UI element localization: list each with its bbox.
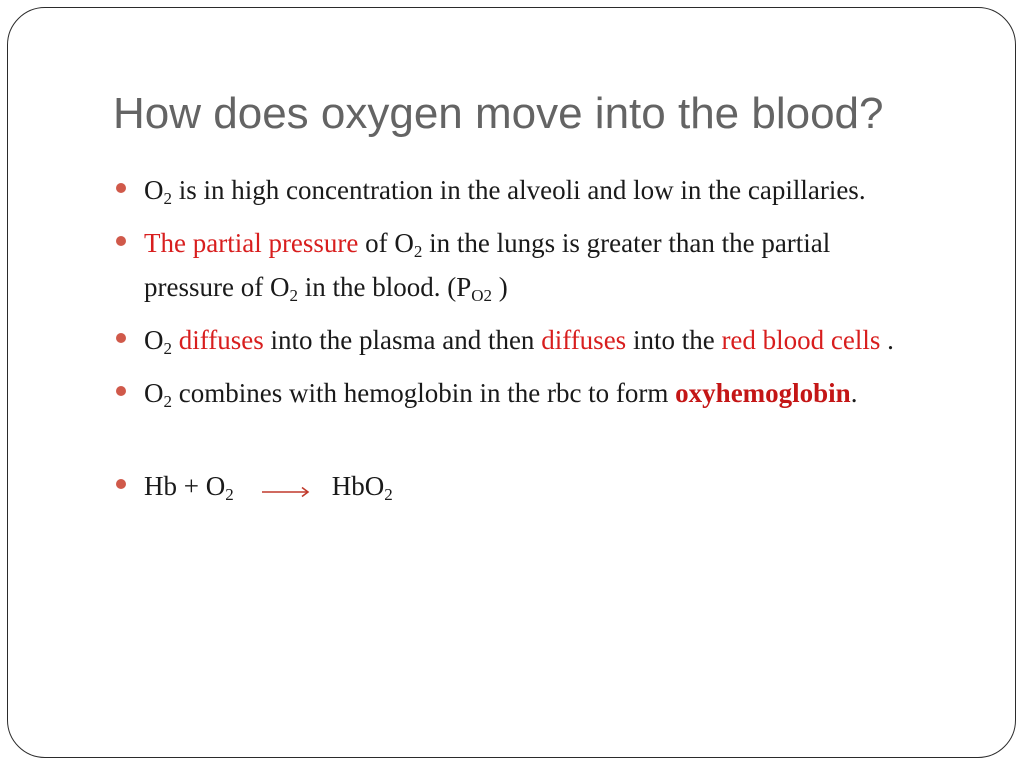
highlight-red-blood-cells: red blood cells bbox=[721, 325, 881, 355]
bullet-item-o2-concentration: $O_2$ is in high concentration in the alveoli and low in the capillaries. bbox=[112, 168, 912, 212]
bullet-dot-icon bbox=[116, 183, 126, 193]
bullet-item-oxyhemoglobin: $O_2$ combines with hemoglobin in the rbc to form oxyhemoglobin. bbox=[112, 371, 912, 415]
bullet-item-equation: $Hb + O_2$ HbO$_2$ bbox=[112, 464, 912, 511]
bullet-item-partial-pressure: The partial pressure of $O_2$ in the lungs is greater than the partial pressure of $O_2$ in the blood. ($P_{O2}$ ) bbox=[112, 221, 912, 309]
bullet-dot-icon bbox=[116, 236, 126, 246]
bullet-dot-icon bbox=[116, 386, 126, 396]
bullet-dot-icon bbox=[116, 479, 126, 489]
slide-title: How does oxygen move into the blood? bbox=[113, 89, 884, 138]
highlight-partial-pressure: The partial pressure bbox=[144, 228, 359, 258]
bullet-dot-icon bbox=[116, 333, 126, 343]
highlight-diffuses: diffuses bbox=[541, 325, 627, 355]
highlight-diffuses: diffuses bbox=[178, 325, 264, 355]
bullet-list bbox=[112, 168, 912, 511]
highlight-oxyhemoglobin: oxyhemoglobin bbox=[675, 378, 851, 408]
right-arrow-icon bbox=[262, 467, 310, 511]
bullet-item-diffusion: $O_2$ diffuses into the plasma and then diffuses into the red blood cells . bbox=[112, 318, 912, 362]
